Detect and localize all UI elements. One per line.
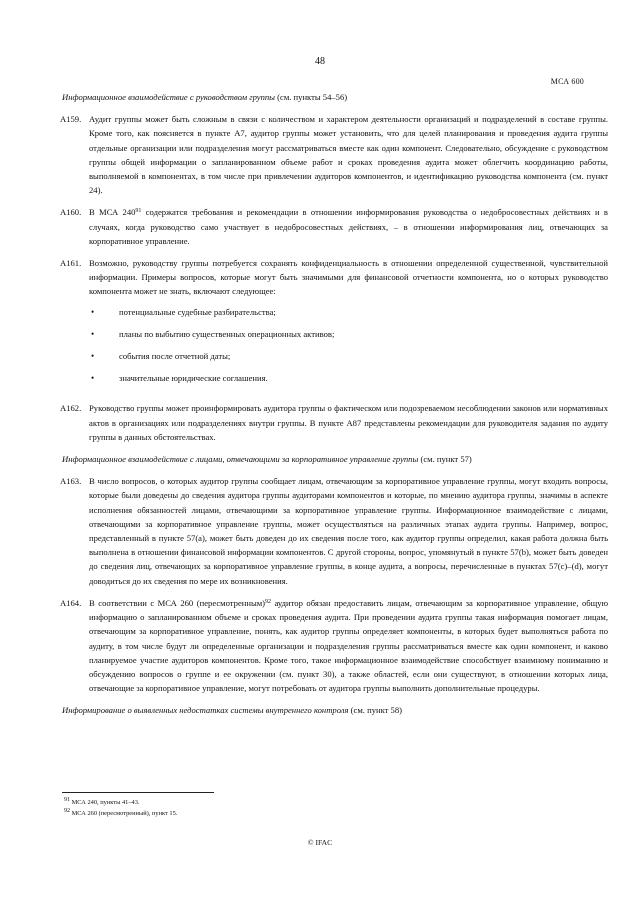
paragraph-a160 [60, 205, 608, 248]
footnote-ref-92[interactable]: 92 [265, 598, 272, 605]
page-footer-copyright: © IFAC [307, 838, 333, 847]
paragraph-text: В число вопросов, о которых аудитор группы сообщает лицам, отвечающим за корпоративное управление группы, могут входить вопросы, которые были доведены до сведения аудитора группы аудиторами компонентов и которые, по мнению аудитора группы, значимы в аспекте исполнения обязанностей лицами, отвечающими за корпоративное управление группы. Информационное взаимодействие с лицами, отвечающими за корпоративное управление группы, может осуществляться на различных этапах аудита группы. Например, вопрос, представленный в пункте 57(a), может быть доведен до их сведения после того, как аудитор группы определил, какая работа должна быть выполнена в отношении финансовой информации компонентов. С другой стороны, вопрос, упомянутый в пункте 57(b), может быть доведен до сведения лиц, отвечающих за корпоративное управление группы, в конце аудита, а вопросы, перечисленные в пунктах 57(c)–(d), могут доводиться до их сведения по мере их возникновения. [89, 476, 608, 586]
paragraph-number: A160. [60, 207, 82, 218]
paragraph-text-part: содержатся требования и рекомендации в отношении информирования руководства о недобросовестных действиях и в случаях, когда руководство само участвует в недобросовестных действиях, – в отношении информирования лиц, отвечающих за корпоративное управление. [89, 207, 608, 246]
section-heading-title: Информационное взаимодействие с лицами, отвечающими за корпоративное управление группы [62, 454, 419, 465]
footnote-ref-91[interactable]: 91 [135, 208, 142, 215]
page-number: 48 [315, 56, 325, 67]
paragraph-number: A161. [60, 258, 82, 269]
footnote-number: 91 [64, 797, 70, 803]
bullet-item: • потенциальные судебные разбирательства; [89, 305, 608, 319]
paragraph-text: Возможно, руководству группы потребуется сохранять конфиденциальность в отношении определенной существенной, чувствительной информации. Примеры вопросов, которые могут быть значимыми для финансовой отчетности компонента, но о которых руководство компонента может не знать, включают следующее: [89, 258, 608, 297]
paragraph-a163 [60, 474, 608, 588]
bullet-item: • значительные юридические соглашения. [89, 371, 608, 385]
footnotes [64, 797, 177, 819]
running-header: МСА 600 [550, 77, 584, 86]
paragraph-number: A164. [60, 597, 82, 608]
bullet-item: • планы по выбытию существенных операционных активов; [89, 327, 608, 341]
section-heading-internal-control [62, 703, 608, 717]
paragraph-number: A159. [60, 114, 82, 125]
paragraph-text-part: В МСА 240 [89, 207, 136, 218]
section-heading-reference: (см. пункт 57) [418, 454, 472, 465]
section-heading-title: Информационное взаимодействие с руководством группы [62, 92, 275, 102]
section-heading-management [62, 90, 608, 104]
section-heading-reference: (см. пункт 58) [348, 705, 403, 716]
paragraph-text: Аудит группы может быть сложным в связи с количеством и характером деятельности организаций и подразделений в составе группы. Кроме того, как поясняется в пункте A7, аудитор группы может установить, что для целей планирования и проведения аудита группы отдельные организации или подразделения могут рассматриваться вместе как один компонент. Следовательно, обсуждение с руководством группы общей информации о запланированном объеме работ и сроках проведения аудита может облегчить координацию работы, выполняемой в компонентах, в том числе при привлечении аудиторов компонентов, и идентификацию руководства компонента (см. пункт 24). [89, 114, 608, 196]
paragraph-a164 [60, 596, 608, 695]
section-heading-reference: (см. пункты 54–56) [275, 92, 348, 102]
section-heading-title: Информирование о выявленных недостатках системы внутреннего контроля [62, 705, 349, 716]
paragraph-a162 [60, 401, 608, 444]
footnote-91 [64, 797, 177, 808]
footnote-divider [62, 792, 214, 793]
page-body [60, 88, 608, 726]
paragraph-text: Руководство группы может проинформировать аудитора группы о фактическом или подозреваемом несоблюдении законов или нормативных актов в организациях или подразделениях внутри группы. В пункте A87 представлены рекомендации для руководителя задания по аудиту группы в данных обстоятельствах. [89, 403, 608, 442]
paragraph-text [89, 596, 608, 695]
footnote-text: МСА 240, пункты 41–43. [71, 799, 140, 806]
paragraph-a159 [60, 112, 608, 197]
paragraph-text-part: аудитор обязан предоставить лицам, отвечающим за корпоративное управление, общую информацию о запланированном объеме и сроках проведения аудита. При проведении аудита группы такая информация помогает лицам, отвечающим за корпоративное управление, понять, как аудитор группы определяет компоненты, в которых будет выполняться работа по аудиту, в том числе будут ли определенные организации и подразделения группы рассматриваться вместе как один компонент, и каково планируемое участие аудиторов компонентов. Кроме того, такое информационное взаимодействие способствует взаимному пониманию и обсуждению вопросов о группе и ее окружении (см. пункт 30), а также областей, если они существуют, в отношении которых лица, отвечающие за корпоративное управление, могут потребовать от аудитора группы выполнить дополнительные процедуры. [89, 597, 608, 694]
bullet-list [89, 305, 608, 386]
paragraph-text-part: В соответствии с МСА 260 (пересмотренным) [89, 597, 266, 608]
paragraph-number: A162. [60, 403, 82, 414]
section-heading-governance [62, 452, 608, 466]
footnote-92 [64, 808, 177, 819]
paragraph-text [89, 205, 608, 248]
paragraph-number: A163. [60, 476, 82, 487]
paragraph-a161 [60, 256, 608, 393]
footnote-number: 92 [64, 808, 70, 814]
bullet-item: • события после отчетной даты; [89, 349, 608, 363]
footnote-text: МСА 260 (пересмотренный), пункт 15. [71, 810, 178, 817]
